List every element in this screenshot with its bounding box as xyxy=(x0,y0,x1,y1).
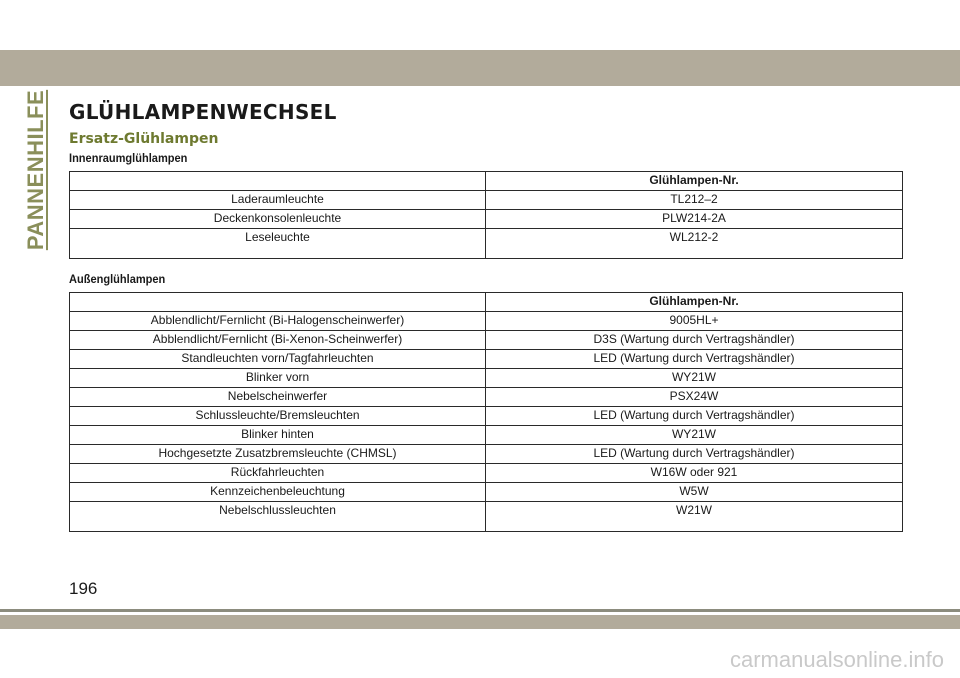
bulb-number: WL212-2 xyxy=(486,229,903,259)
section-title: Ersatz-Glühlampen xyxy=(69,131,219,147)
top-decorative-band xyxy=(0,50,960,86)
bulb-location: Schlussleuchte/Bremsleuchten xyxy=(70,407,486,426)
bulb-location: Hochgesetzte Zusatzbremsleuchte (CHMSL) xyxy=(70,445,486,464)
table-header-row xyxy=(70,172,903,191)
bulb-number: LED (Wartung durch Vertragshändler) xyxy=(486,445,903,464)
table-row xyxy=(70,426,903,445)
side-tab-label: PANNENHILFE xyxy=(23,89,48,251)
bulb-location: Abblendlicht/Fernlicht (Bi-Xenon-Scheinwerfer) xyxy=(70,331,486,350)
column-header-bulb-number: Glühlampen-Nr. xyxy=(486,172,903,191)
bulb-location: Rückfahrleuchten xyxy=(70,464,486,483)
bulb-number: W5W xyxy=(486,483,903,502)
interior-bulbs-title: Innenraumglühlampen xyxy=(69,151,188,165)
table-row xyxy=(70,483,903,502)
bulb-number: WY21W xyxy=(486,369,903,388)
page-title: GLÜHLAMPENWECHSEL xyxy=(69,100,337,124)
bulb-number: D3S (Wartung durch Vertragshändler) xyxy=(486,331,903,350)
column-header-location xyxy=(70,293,486,312)
table-row xyxy=(70,369,903,388)
watermark: carmanualsonline.info xyxy=(729,647,944,672)
table-header-row xyxy=(70,293,903,312)
bulb-number: LED (Wartung durch Vertragshändler) xyxy=(486,350,903,369)
table-row xyxy=(70,464,903,483)
bulb-location: Laderaumleuchte xyxy=(70,191,486,210)
bulb-location: Nebelscheinwerfer xyxy=(70,388,486,407)
bulb-number: W21W xyxy=(486,502,903,532)
exterior-bulbs-table xyxy=(69,292,903,532)
table-row xyxy=(70,407,903,426)
bulb-location: Blinker vorn xyxy=(70,369,486,388)
column-header-bulb-number: Glühlampen-Nr. xyxy=(486,293,903,312)
bulb-location: Kennzeichenbeleuchtung xyxy=(70,483,486,502)
table-row xyxy=(70,445,903,464)
table-row xyxy=(70,388,903,407)
bulb-location: Standleuchten vorn/Tagfahrleuchten xyxy=(70,350,486,369)
table-row xyxy=(70,210,903,229)
bulb-number: LED (Wartung durch Vertragshändler) xyxy=(486,407,903,426)
table-row xyxy=(70,191,903,210)
table-row xyxy=(70,229,903,259)
table-row xyxy=(70,312,903,331)
bulb-number: PLW214-2A xyxy=(486,210,903,229)
bulb-location: Abblendlicht/Fernlicht (Bi-Halogenscheinwerfer) xyxy=(70,312,486,331)
table-row xyxy=(70,502,903,532)
side-tab xyxy=(20,89,52,251)
page-number: 196 xyxy=(69,579,98,598)
interior-bulbs-table xyxy=(69,171,903,259)
exterior-bulbs-title: Außenglühlampen xyxy=(69,272,166,286)
table-row xyxy=(70,350,903,369)
bulb-number: TL212–2 xyxy=(486,191,903,210)
bottom-decorative-band xyxy=(0,615,960,629)
bottom-divider-line xyxy=(0,609,960,612)
bulb-number: W16W oder 921 xyxy=(486,464,903,483)
bulb-number: 9005HL+ xyxy=(486,312,903,331)
bulb-location: Blinker hinten xyxy=(70,426,486,445)
bulb-number: PSX24W xyxy=(486,388,903,407)
bulb-number: WY21W xyxy=(486,426,903,445)
bulb-location: Leseleuchte xyxy=(70,229,486,259)
bulb-location: Nebelschlussleuchten xyxy=(70,502,486,532)
table-row xyxy=(70,331,903,350)
bulb-location: Deckenkonsolenleuchte xyxy=(70,210,486,229)
column-header-location xyxy=(70,172,486,191)
